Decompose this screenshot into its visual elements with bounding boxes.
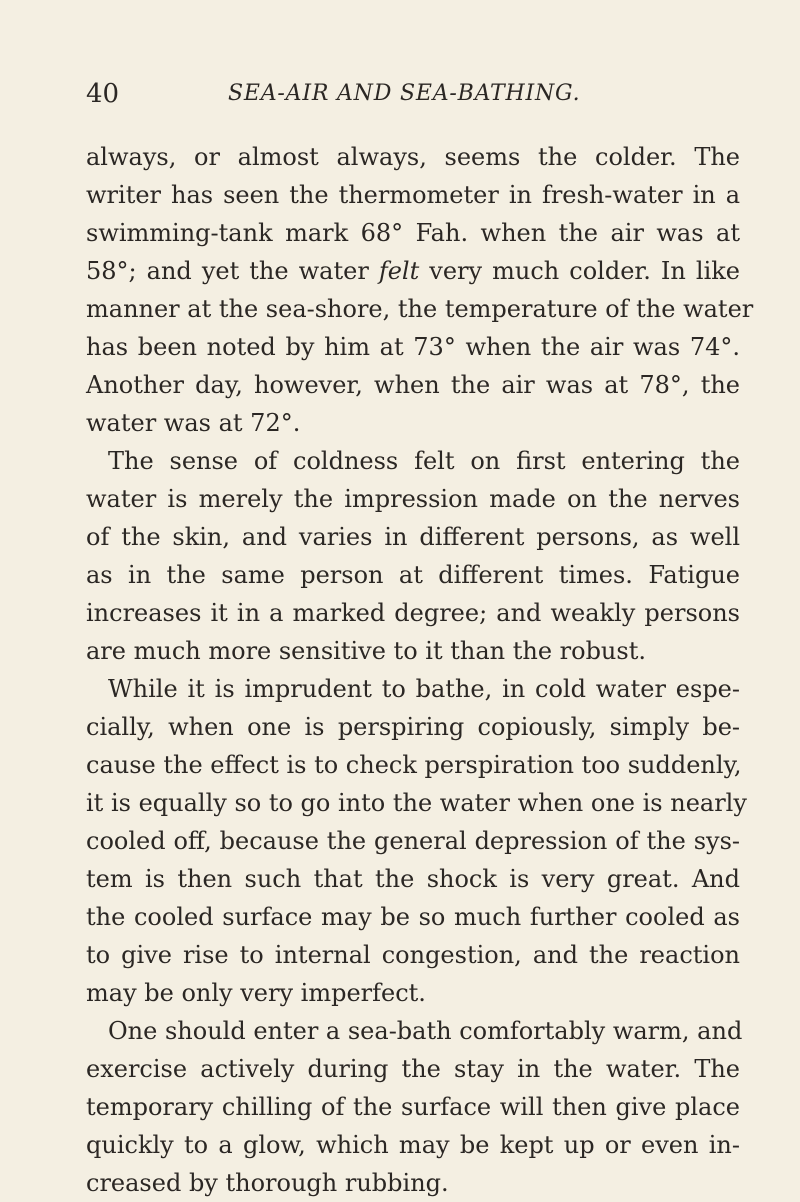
text-line: always, or almost always, seems the colder. The xyxy=(86,143,740,171)
text-line: has been noted by him at 73° when the air was 74°. xyxy=(86,333,740,361)
text-line: water was at 72°. xyxy=(86,409,301,437)
text-line: Another day, however, when the air was at 78°, the xyxy=(86,371,740,399)
text-line: creased by thorough rubbing. xyxy=(86,1169,449,1197)
text-line: water is merely the impression made on the nerves xyxy=(86,485,740,513)
text-line: as in the same person at different times. Fatigue xyxy=(86,561,740,589)
body-text xyxy=(86,138,754,1202)
page-number: 40 xyxy=(86,79,120,109)
italic-word: felt xyxy=(378,257,420,285)
text-line: exercise actively during the stay in the water. The xyxy=(86,1055,740,1083)
running-title: SEA-AIR AND SEA-BATHING. xyxy=(228,81,581,106)
text-line: cially, when one is perspiring copiously, simply be- xyxy=(86,713,740,741)
text-line: One should enter a sea-bath comfortably warm, and xyxy=(108,1017,743,1045)
text-line: temporary chilling of the surface will then give place xyxy=(86,1093,740,1121)
text-line: The sense of coldness felt on first entering the xyxy=(108,447,740,475)
text-line: manner at the sea-shore, the temperature of the water xyxy=(86,295,754,323)
text-line: tem is then such that the shock is very great. And xyxy=(86,865,740,893)
text-line xyxy=(86,252,740,290)
text-run: very much colder. In like xyxy=(419,257,740,285)
text-line: are much more sensitive to it than the robust. xyxy=(86,637,646,665)
text-line: cooled off, because the general depression of the sys- xyxy=(86,827,740,855)
text-line: quickly to a glow, which may be kept up or even in- xyxy=(86,1131,740,1159)
text-line: to give rise to internal congestion, and the reaction xyxy=(86,941,740,969)
text-line: cause the effect is to check perspiration too suddenly, xyxy=(86,751,742,779)
text-line: it is equally so to go into the water when one is nearly xyxy=(86,789,747,817)
text-line: may be only very imperfect. xyxy=(86,979,426,1007)
text-line: increases it in a marked degree; and weakly persons xyxy=(86,599,740,627)
text-line: writer has seen the thermometer in fresh-water in a xyxy=(86,181,740,209)
running-head xyxy=(86,72,740,116)
text-line: the cooled surface may be so much further cooled as xyxy=(86,903,740,931)
text-run: 58°; and yet the water xyxy=(86,257,379,285)
text-line: swimming-tank mark 68° Fah. when the air was at xyxy=(86,219,740,247)
text-line: of the skin, and varies in different persons, as well xyxy=(86,523,740,551)
text-line: While it is imprudent to bathe, in cold water espe- xyxy=(108,675,740,703)
